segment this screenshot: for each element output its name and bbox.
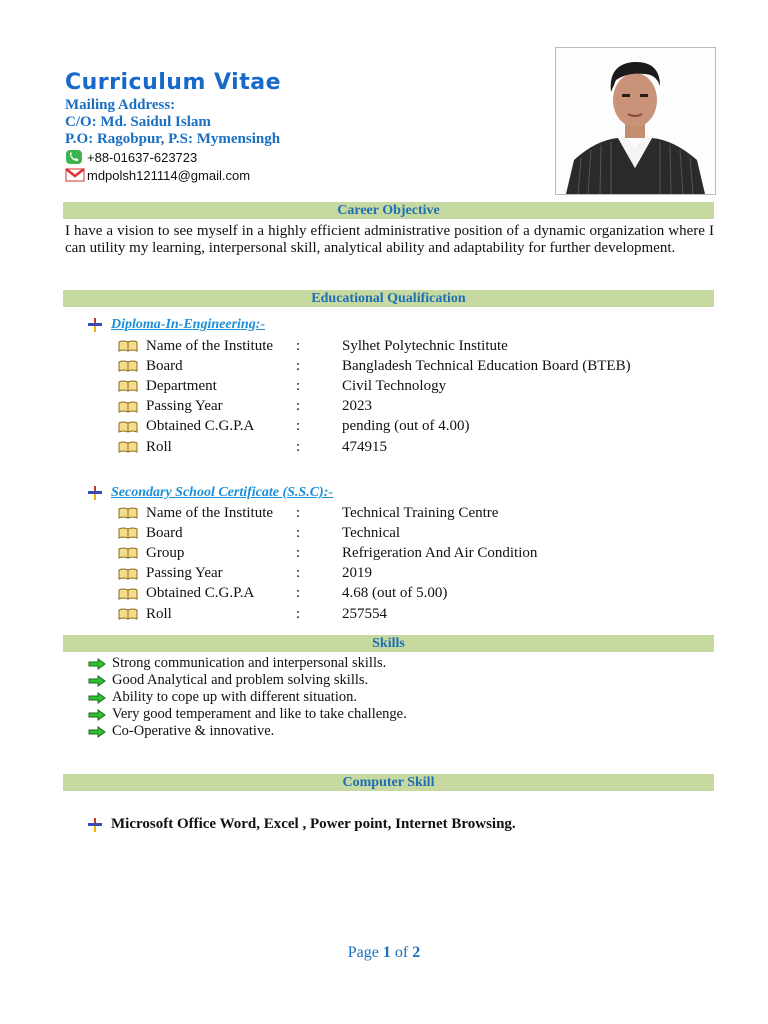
post-office: P.O: Ragobpur, P.S: Mymensingh: [65, 131, 281, 147]
detail-colon: :: [296, 377, 301, 394]
detail-row: [118, 584, 447, 604]
arrow-icon: [88, 709, 106, 721]
arrow-icon: [88, 726, 106, 738]
page-number: [0, 944, 768, 962]
detail-colon: :: [296, 418, 301, 435]
detail-colon: :: [296, 357, 301, 374]
cv-title: Curriculum Vitae: [65, 70, 282, 95]
ssc-title: Secondary School Certificate (S.S.C):-: [111, 485, 334, 500]
page-word: Page: [347, 944, 379, 961]
book-icon: [118, 360, 138, 372]
skills-heading: Skills: [63, 635, 714, 652]
book-icon: [118, 380, 138, 392]
book-icon: [118, 568, 138, 580]
detail-row: [118, 356, 631, 376]
ssc-heading: [88, 485, 333, 501]
book-icon: [118, 340, 138, 352]
detail-value: 474915: [342, 438, 387, 455]
email-line: [65, 167, 250, 183]
detail-colon: :: [296, 605, 301, 622]
detail-row: [118, 376, 446, 396]
skill-item: [88, 689, 357, 706]
profile-photo: [555, 47, 716, 195]
detail-row: [118, 417, 469, 437]
detail-value: Sylhet Polytechnic Institute: [342, 337, 508, 354]
arrow-icon: [88, 658, 106, 670]
arrow-icon: [88, 675, 106, 687]
detail-row: [118, 336, 508, 356]
book-icon: [118, 588, 138, 600]
detail-label: Name of the Institute: [146, 337, 274, 354]
detail-row: [118, 604, 387, 624]
diploma-title: Diploma-In-Engineering:-: [111, 317, 266, 332]
detail-row: [118, 437, 387, 457]
book-icon: [118, 421, 138, 433]
book-icon: [118, 441, 138, 453]
detail-row: [118, 564, 372, 584]
cross-bullet-icon: [88, 486, 102, 500]
detail-label: Roll: [146, 438, 172, 455]
detail-value: Technical: [342, 524, 401, 541]
detail-row: [118, 503, 498, 523]
detail-value: 2023: [342, 398, 372, 415]
detail-value: 257554: [342, 605, 387, 622]
computer-skill-text: Microsoft Office Word, Excel , Power point, Internet Browsing.: [111, 816, 516, 832]
detail-label: Passing Year: [146, 565, 223, 582]
career-objective-heading: Career Objective: [63, 202, 714, 219]
book-icon: [118, 527, 138, 539]
detail-value: 2019: [342, 565, 372, 582]
skill-item: [88, 672, 368, 689]
skill-text: Ability to cope up with different situation.: [112, 689, 357, 705]
mail-icon: [65, 167, 83, 183]
skill-item: [88, 706, 407, 723]
detail-label: Obtained C.G.P.A: [146, 585, 255, 602]
detail-label: Department: [146, 377, 217, 394]
skill-text: Co-Operative & innovative.: [112, 723, 275, 739]
phone-icon: [65, 149, 83, 165]
book-icon: [118, 608, 138, 620]
page-total: 2: [412, 944, 421, 961]
detail-value: Bangladesh Technical Education Board (BTEB): [342, 357, 631, 374]
arrow-icon: [88, 692, 106, 704]
detail-colon: :: [296, 438, 301, 455]
detail-value: Refrigeration And Air Condition: [342, 544, 538, 561]
diploma-heading: [88, 317, 265, 333]
detail-value: pending (out of 4.00): [342, 418, 470, 435]
education-heading: Educational Qualification: [63, 290, 714, 307]
detail-row: [118, 523, 400, 543]
detail-colon: :: [296, 398, 301, 415]
detail-colon: :: [296, 337, 301, 354]
detail-label: Board: [146, 524, 183, 541]
skill-text: Very good temperament and like to take challenge.: [112, 706, 407, 722]
detail-label: Roll: [146, 605, 172, 622]
detail-colon: :: [296, 565, 301, 582]
mailing-label: Mailing Address:: [65, 97, 176, 113]
detail-label: Passing Year: [146, 398, 223, 415]
skill-text: Good Analytical and problem solving skills.: [112, 672, 369, 688]
detail-label: Board: [146, 357, 183, 374]
book-icon: [118, 507, 138, 519]
detail-value: Civil Technology: [342, 377, 447, 394]
detail-colon: :: [296, 524, 301, 541]
detail-label: Group: [146, 544, 185, 561]
detail-colon: :: [296, 585, 301, 602]
detail-value: 4.68 (out of 5.00): [342, 585, 448, 602]
detail-label: Name of the Institute: [146, 504, 274, 521]
skill-text: Strong communication and interpersonal skills.: [112, 655, 387, 671]
skill-item: [88, 723, 274, 740]
detail-colon: :: [296, 544, 301, 561]
book-icon: [118, 401, 138, 413]
computer-skill-item: [88, 816, 516, 833]
skill-item: [88, 655, 386, 672]
care-of: C/O: Md. Saidul Islam: [65, 114, 211, 130]
phone-line: [65, 149, 197, 165]
career-objective-text: I have a vision to see myself in a highly efficient administrative position of a dynamic organization where I can utility my learning, interpersonal skill, analytical ability and adaptability for further development.: [65, 223, 714, 256]
detail-value: Technical Training Centre: [342, 504, 499, 521]
detail-colon: :: [296, 504, 301, 521]
of-word: of: [394, 944, 409, 961]
detail-row: [118, 543, 537, 563]
detail-row: [118, 397, 372, 417]
detail-label: Obtained C.G.P.A: [146, 418, 255, 435]
page-current: 1: [382, 944, 391, 961]
computer-skill-heading: Computer Skill: [63, 774, 714, 791]
cross-bullet-icon: [88, 818, 102, 832]
book-icon: [118, 547, 138, 559]
phone-number: +88-01637-623723: [87, 149, 198, 165]
email-address[interactable]: mdpolsh121114@gmail.com: [87, 167, 251, 183]
cross-bullet-icon: [88, 318, 102, 332]
